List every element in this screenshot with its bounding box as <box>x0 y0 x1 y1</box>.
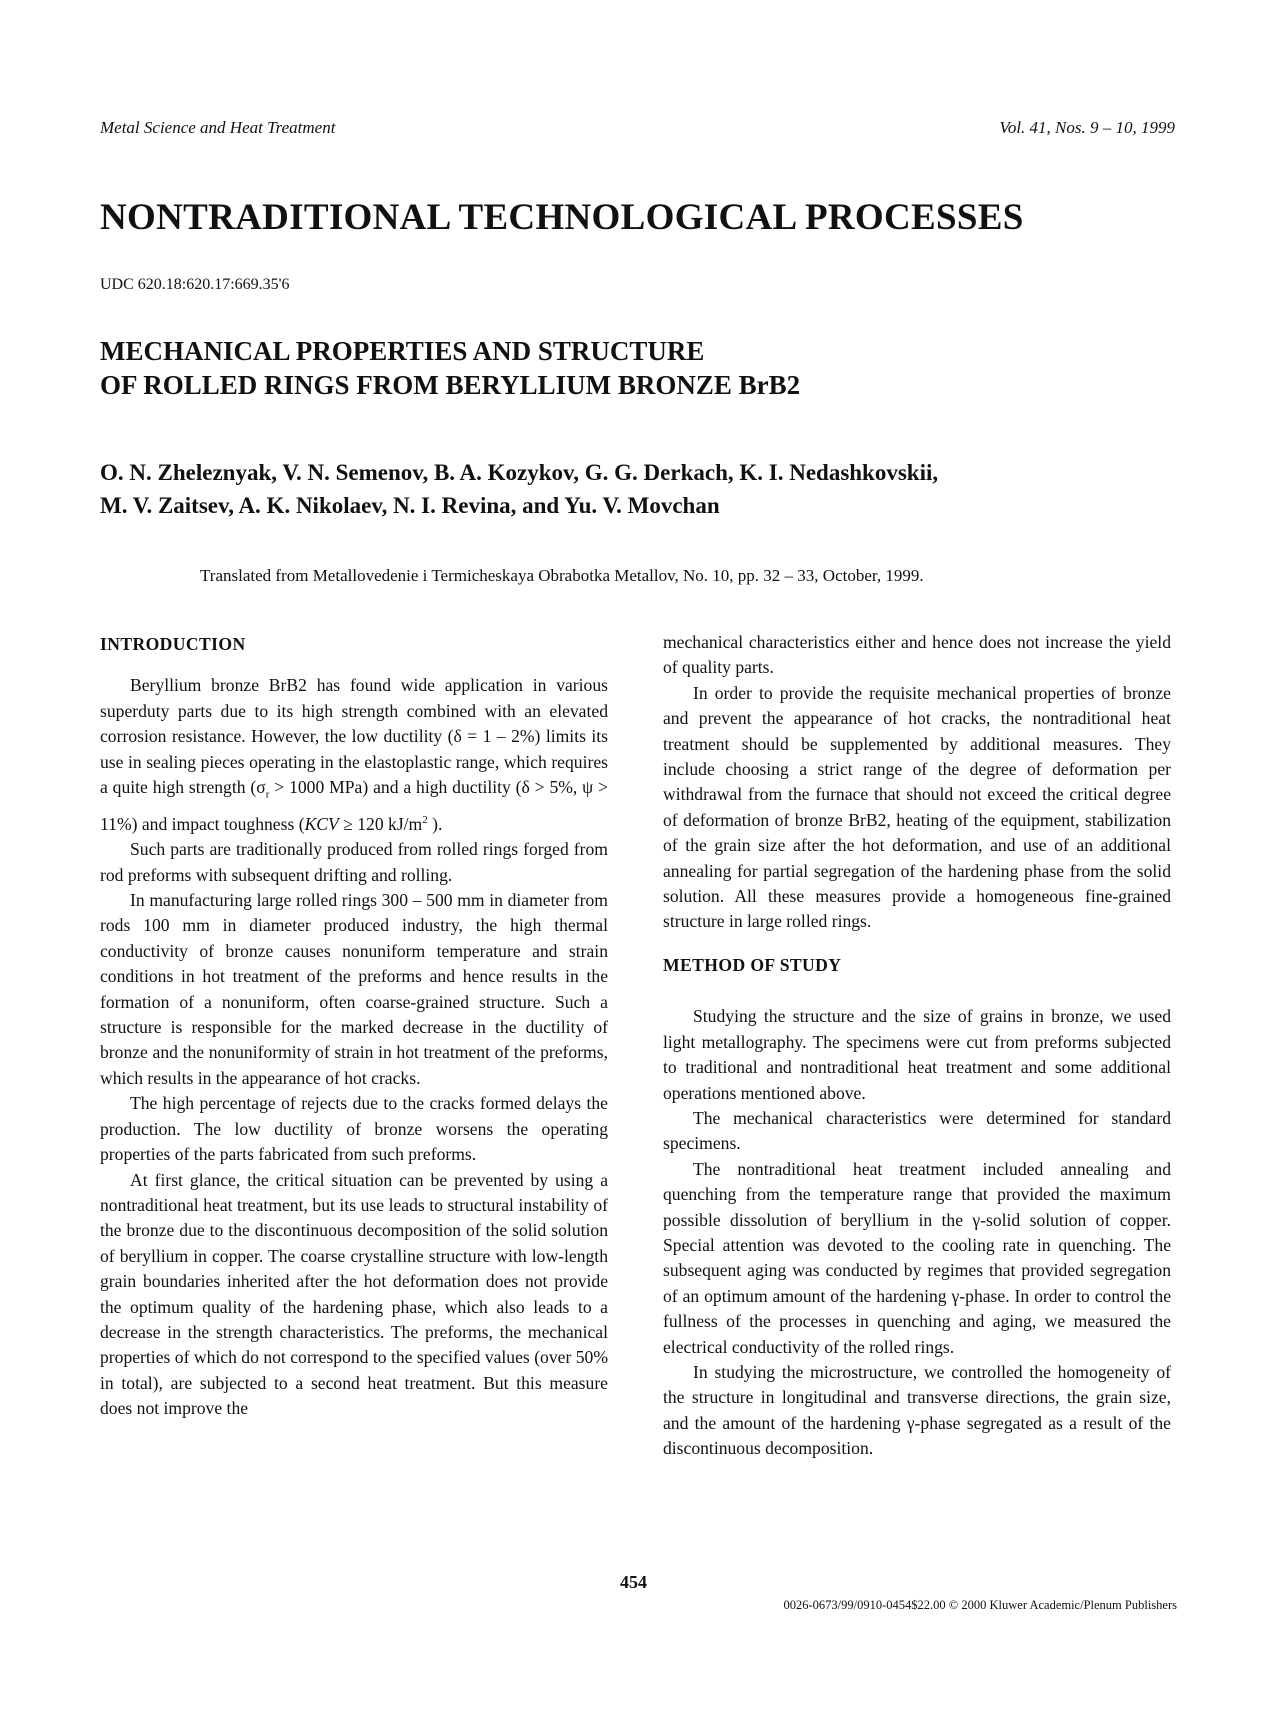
right-column <box>663 630 1171 1462</box>
article-title <box>100 334 800 402</box>
authors <box>100 456 938 522</box>
intro-paragraph-1: Beryllium bronze BrB2 has found wide application in various superduty parts due to its high strength combined with an elevated corrosion resistance. However, the low ductility (δ = 1 – 2%) limits its use in sealing pieces operating in the elastoplastic range, which requires a quite high strength ($\sigma_r > 1000$ MPa) and a high ductility (δ > 5%, ψ > 11%) and impact toughness (KCV ≥ 120 $kJ/m^2$ ). <box>100 675 608 834</box>
method-paragraph-2: The mechanical characteristics were determined for standard specimens. <box>663 1107 1171 1154</box>
translation-note: Translated from Metallovedenie i Termicheskaya Obrabotka Metallov, No. 10, pp. 32 – 33, October, 1999. <box>200 566 924 585</box>
intro-paragraph-2: Such parts are traditionally produced from rolled rings forged from rod preforms with subsequent drifting and rolling. <box>100 839 608 885</box>
authors-line-2: M. V. Zaitsev, A. K. Nikolaev, N. I. Revina, and Yu. V. Movchan <box>100 493 720 518</box>
left-column <box>100 632 608 1422</box>
method-paragraph-1: Studying the structure and the size of grains in bronze, we used light metallography. The specimens were cut from preforms subjected to traditional and nontraditional heat treatment and some additional operations mentioned above. <box>663 1006 1171 1103</box>
method-paragraph-4: In studying the microstructure, we controlled the homogeneity of the structure in longitudinal and transverse directions, the grain size, and the amount of the hardening γ-phase segregated as a result of the discontinuous decomposition. <box>663 1361 1171 1459</box>
introduction-heading: INTRODUCTION <box>100 634 246 654</box>
section-title: NONTRADITIONAL TECHNOLOGICAL PROCESSES <box>100 197 1024 238</box>
method-heading: METHOD OF STUDY <box>663 954 842 975</box>
intro-paragraph-3: In manufacturing large rolled rings 300 – 500 mm in diameter from rods 100 mm in diameter produced industry, the high thermal conductivity of bronze causes nonuniform temperature and strain conditions in hot treatment of the preforms and hence results in the formation of a nonuniform, often coarse-grained structure. Such a structure is responsible for the marked decrease in the ductility of bronze and the nonuniformity of strain in hot treatment of the preforms, which results in the appearance of hot cracks. <box>100 890 608 1088</box>
copyright-line: 0026-0673/99/0910-0454$22.00 © 2000 Kluwer Academic/Plenum Publishers <box>783 1598 1177 1612</box>
intro-paragraph-6: mechanical characteristics either and hence does not increase the yield of quality parts. <box>663 632 1171 678</box>
authors-line-1: O. N. Zheleznyak, V. N. Semenov, B. A. Kozykov, G. G. Derkach, K. I. Nedashkovskii, <box>100 460 939 485</box>
page-number: 454 <box>620 1572 647 1592</box>
udc-code: UDC 620.18:620.17:669.35'6 <box>100 276 290 293</box>
intro-paragraph-7: In order to provide the requisite mechanical properties of bronze and prevent the appearance of hot cracks, the nontraditional heat treatment should be supplemented by additional measures. They include choosing a strict range of the degree of deformation per withdrawal from the furnace that should not exceed the critical degree of deformation of bronze BrB2, heating of the equipment, stabilization of the grain size after the hot deformation, and use of an additional annealing for partial segregation of the hardening phase from the solid solution. All these measures provide a homogeneous fine-grained structure in large rolled rings. <box>663 682 1171 932</box>
intro-paragraph-4: The high percentage of rejects due to the cracks formed delays the production. The low ductility of bronze worsens the operating properties of the parts fabricated from such preforms. <box>100 1093 608 1165</box>
title-line-2: OF ROLLED RINGS FROM BERYLLIUM BRONZE BrB2 <box>100 370 801 400</box>
method-paragraph-3: The nontraditional heat treatment included annealing and quenching from the temperature range that provided the maximum possible dissolution of beryllium in the γ-solid solution of copper. Special attention was devoted to the cooling rate in quenching. The subsequent aging was conducted by regimes that provided segregation of an optimum amount of the hardening γ-phase. In order to control the fullness of the processes in quenching and aging, we measured the electrical conductivity of the rolled rings. <box>663 1158 1171 1357</box>
intro-paragraph-5: At first glance, the critical situation can be prevented by using a nontraditional heat treatment, but its use leads to structural instability of the bronze due to the discontinuous decomposition of the solid solution of beryllium in copper. The coarse crystalline structure with low-length grain boundaries inherited after the hot deformation does not provide the optimum quality of the hardening phase, which also leads to a decrease in the strength characteristics. The preforms, the mechanical properties of which do not correspond to the specified values (over 50% in total), are subjected to a second heat treatment. But this measure does not improve the <box>100 1169 608 1419</box>
journal-name: Metal Science and Heat Treatment <box>100 118 336 137</box>
running-head <box>100 118 1175 142</box>
volume-info: Vol. 41, Nos. 9 – 10, 1999 <box>999 118 1175 137</box>
title-line-1: MECHANICAL PROPERTIES AND STRUCTURE <box>100 336 705 366</box>
